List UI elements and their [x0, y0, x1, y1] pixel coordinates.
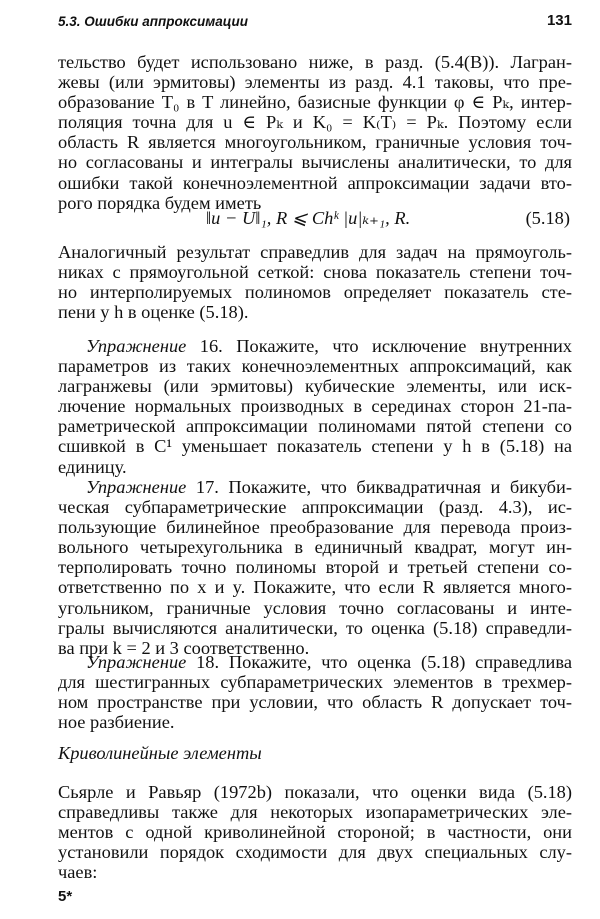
text-line: [58, 336, 572, 356]
text-line: [58, 477, 572, 497]
signature-mark: 5*: [58, 888, 73, 905]
text-line: лючение нормальных производных в серединах сторон 21-па-: [58, 396, 572, 417]
text-line: угольником, граничные условия точно согласованы и инте-: [58, 597, 572, 618]
text-line: Сьярле и Равьяр (1972b) показали, что оценки вида (5.18): [58, 782, 572, 802]
text-line: никах с прямоугольной сеткой: снова показатель степени точ-: [58, 262, 572, 283]
text-line: рого порядка будем иметь: [58, 192, 262, 213]
page-header: [58, 10, 572, 32]
page-number: 131: [546, 12, 572, 29]
text-line: пени у h в оценке (5.18).: [58, 302, 249, 323]
text-line: область R является многоугольником, граничные условия точ-: [58, 132, 572, 153]
text-line: ное разбиение.: [58, 712, 175, 733]
section-heading: Криволинейные элементы: [58, 743, 262, 763]
text-line: ческая субпараметрические аппроксимации (разд. 4.3), ис-: [58, 497, 572, 518]
exercise-16: [58, 336, 572, 477]
text-line: поляция точна для u ∈ Pₖ и K₀ = K₍T₎ = Pₖ. Поэтому если: [58, 112, 572, 133]
text-line: параметров из таких конечноэлементных аппроксимаций, как: [58, 356, 572, 377]
exercise-text: 17. Покажите, что биквадратичная и бикуби-: [186, 477, 572, 497]
paragraph-analogous-result: [58, 242, 572, 322]
text-line: сшивкой в C¹ уменьшает показатель степени у h в (5.18) на: [58, 436, 572, 457]
text-line: ответственно по x и y. Покажите, что если R является много-: [58, 577, 572, 598]
text-line: пользующие билинейное преобразование для перевода произ-: [58, 517, 572, 538]
exercise-18: [58, 652, 572, 732]
text-line: ошибки такой конечноэлементной аппроксимации задачи вто-: [58, 172, 572, 193]
exercise-label: Упражнение: [86, 477, 187, 497]
text-line: вольного четырехугольника в единичный квадрат, могут ин-: [58, 537, 572, 558]
exercise-17: [58, 477, 572, 658]
text-line: лагранжевы (или эрмитовы) кубические элементы, или иск-: [58, 376, 572, 397]
text-line: чаев:: [58, 862, 98, 883]
text-line: для шестигранных субпараметрических элементов в трехмер-: [58, 672, 572, 693]
exercise-text: 16. Покажите, что исключение внутренних: [186, 336, 572, 356]
equation-5-18: [58, 204, 572, 234]
text-line: справедливы также для некоторых изопараметрических эле-: [58, 802, 572, 823]
text-line: терполировать точно полиномы второй и третьей степени со-: [58, 557, 572, 578]
text-line: ва при k = 2 и 3 соответственно.: [58, 637, 310, 658]
text-line: раметрической аппроксимации полиномами пятой степени со: [58, 416, 572, 437]
text-line: ном пространстве при условии, что область R допускает точ-: [58, 692, 572, 713]
running-head: 5.3. Ошибки аппроксимации: [58, 14, 249, 29]
text-line: единицу.: [58, 456, 127, 477]
paragraph-ciarlet-raviart: [58, 782, 572, 882]
text-line: тельство будет использовано ниже, в разд. (5.4(B)). Лагран-: [58, 52, 572, 72]
text-line: Аналогичный результат справедлив для задач на прямоуголь-: [58, 242, 572, 262]
text-line: установили порядок сходимости для двух специальных слу-: [58, 842, 572, 863]
paragraph-continuation: [58, 52, 572, 213]
exercise-label: Упражнение: [86, 336, 187, 356]
text-line: ментов с одной криволинейной стороной; в частности, они: [58, 822, 572, 843]
text-line: гралы вычисляются аналитически, то оценка (5.18) справедли-: [58, 617, 572, 638]
text-line: жевы (или эрмитовы) элементы из разд. 4.1 таковы, что пре-: [58, 72, 572, 93]
text-line: [58, 652, 572, 672]
exercise-label: Упражнение: [86, 652, 187, 672]
text-line: образование T₀ в T линейно, базисные функции φ ∈ Pₖ, интер-: [58, 92, 572, 113]
text-line: но согласованы и интегралы вычислены аналитически, то для: [58, 152, 572, 173]
equation-body: ‖u − U‖₁, R ⩽ Chᵏ |u|ₖ₊₁, R.: [206, 208, 411, 228]
text-line: но интерполируемых полиномов определяет показатель сте-: [58, 282, 572, 303]
exercise-text: 18. Покажите, что оценка (5.18) справедлива: [186, 652, 572, 672]
equation-number: (5.18): [525, 208, 570, 228]
